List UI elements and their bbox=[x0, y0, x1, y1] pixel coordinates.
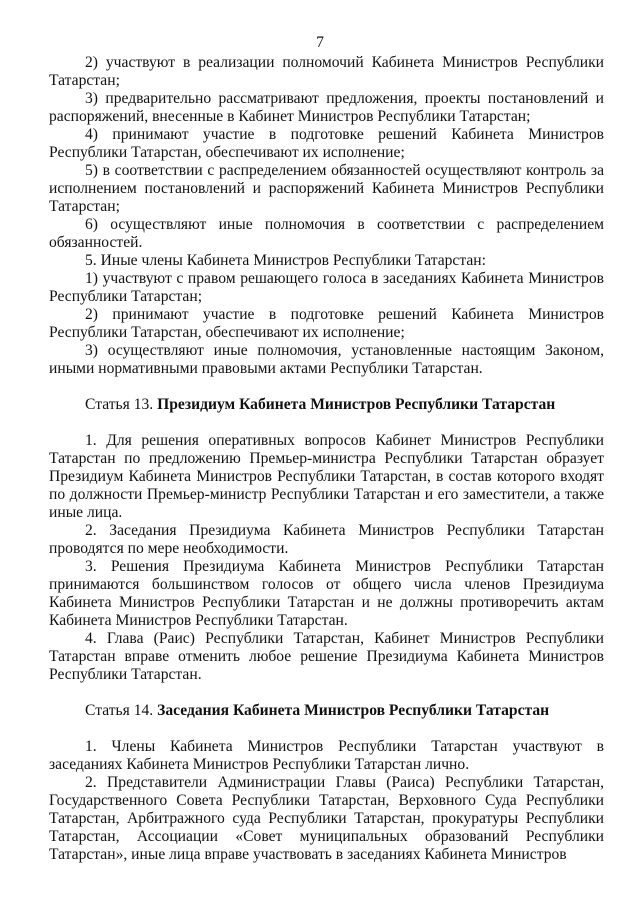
spacer bbox=[49, 414, 604, 432]
paragraph: 2) участвуют в реализации полномочий Кабинета Министров Республики Татарстан; bbox=[49, 54, 604, 89]
paragraph: 2) принимают участие в подготовке решений Кабинета Министров Республики Татарстан, обеспечивают их исполнение; bbox=[49, 306, 604, 341]
page-number: 7 bbox=[316, 34, 324, 51]
article-14-heading bbox=[49, 702, 604, 720]
paragraph: 2. Заседания Президиума Кабинета Министров Республики Татарстан проводятся по мере необходимости. bbox=[49, 522, 604, 557]
paragraph: 4) принимают участие в подготовке решений Кабинета Министров Республики Татарстан, обеспечивают их исполнение; bbox=[49, 126, 604, 161]
spacer bbox=[49, 720, 604, 738]
article-13-prefix: Статья 13. bbox=[85, 396, 158, 413]
paragraph: 3. Решения Президиума Кабинета Министров Республики Татарстан принимаются большинством голосов от общего числа членов Президиума Кабинета Министров Республики Татарстан и не должны противоречить актам Кабинета Министров Республики Татарстан. bbox=[49, 558, 604, 629]
paragraph: 3) осуществляют иные полномочия, установленные настоящим Законом, иными нормативными правовыми актами Республики Татарстан. bbox=[49, 342, 604, 377]
paragraph: 1. Для решения оперативных вопросов Кабинет Министров Республики Татарстан по предложению Премьер-министра Республики Татарстан образует Президиум Кабинета Министров Республики Татарстан, в состав которого входят по должности Премьер-министр Республики Татарстан и его заместители, а также иные лица. bbox=[49, 432, 604, 521]
paragraph: 1) участвуют с правом решающего голоса в заседаниях Кабинета Министров Республики Татарстан; bbox=[49, 270, 604, 305]
spacer bbox=[49, 684, 604, 702]
article-13-heading bbox=[49, 396, 604, 414]
spacer bbox=[49, 378, 604, 396]
paragraph: 6) осуществляют иные полномочия в соответствии с распределением обязанностей. bbox=[49, 216, 604, 251]
paragraph: 1. Члены Кабинета Министров Республики Татарстан участвуют в заседаниях Кабинета Министров Республики Татарстан лично. bbox=[49, 738, 604, 773]
paragraph: 5. Иные члены Кабинета Министров Республики Татарстан: bbox=[85, 252, 486, 269]
article-14-prefix: Статья 14. bbox=[85, 702, 158, 719]
paragraph: 2. Представители Администрации Главы (Раиса) Республики Татарстан, Государственного Совета Республики Татарстан, Верховного Суда Республики Татарстан, Арбитражного суда Республики Татарстан, прокуратуры Республики Татарстан, Ассоциации «Совет муниципальных образований Республики Татарстан», иные лица вправе участвовать в заседаниях Кабинета Министров bbox=[49, 774, 604, 863]
article-13-title: Президиум Кабинета Министров Республики Татарстан bbox=[157, 396, 556, 413]
paragraph: 4. Глава (Раис) Республики Татарстан, Кабинет Министров Республики Татарстан вправе отменить любое решение Президиума Кабинета Министров Республики Татарстан. bbox=[49, 630, 604, 683]
page-content bbox=[49, 54, 604, 864]
paragraph: 5) в соответствии с распределением обязанностей осуществляют контроль за исполнением постановлений и распоряжений Кабинета Министров Республики Татарстан; bbox=[49, 162, 604, 215]
article-14-title: Заседания Кабинета Министров Республики Татарстан bbox=[157, 702, 550, 719]
paragraph: 3) предварительно рассматривают предложения, проекты постановлений и распоряжений, внесенные в Кабинет Министров Республики Татарстан; bbox=[49, 90, 604, 125]
